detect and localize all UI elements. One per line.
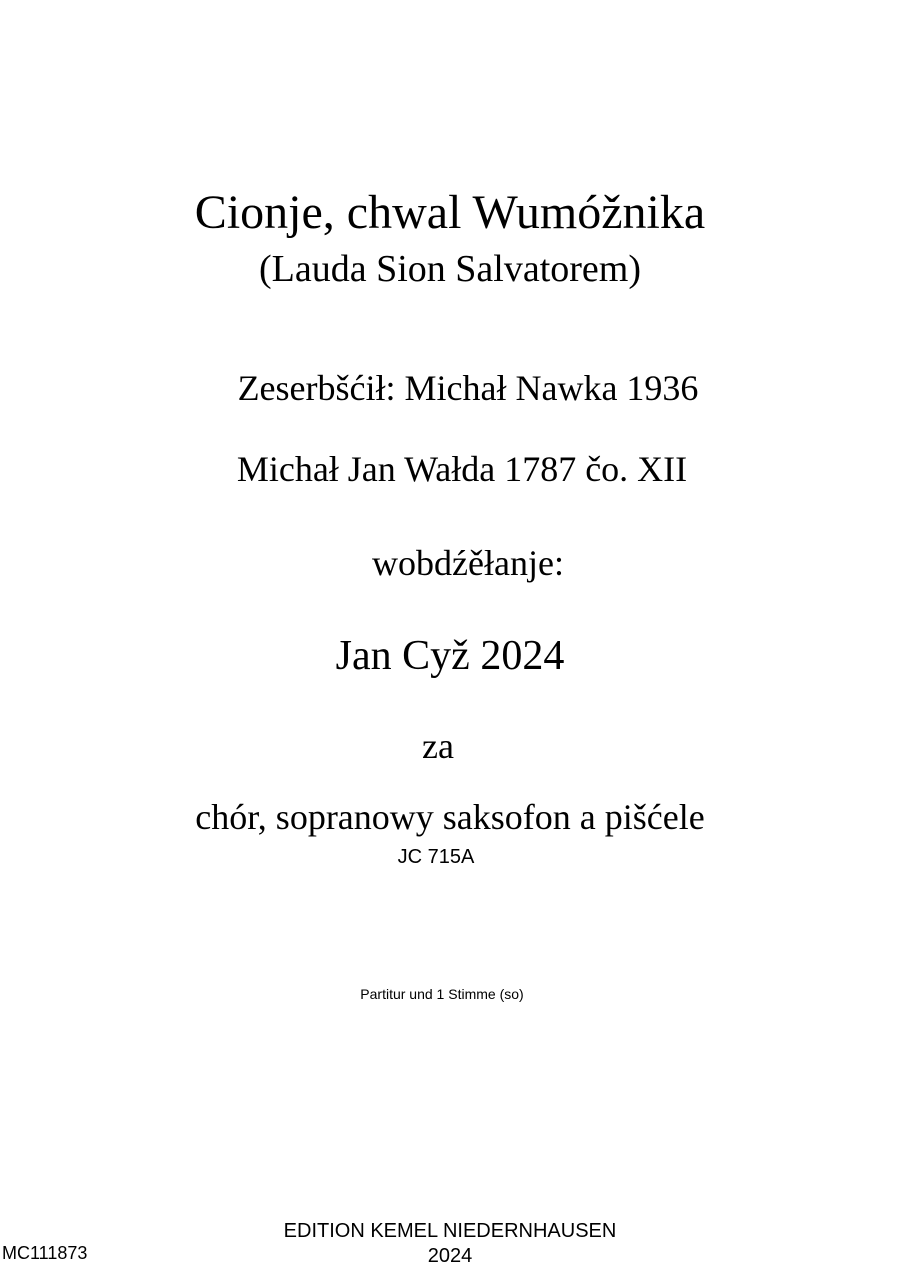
parts-note: Partitur und 1 Stimme (so) xyxy=(360,986,524,1002)
arrangement-label: wobdźěłanje: xyxy=(372,543,564,583)
catalog-number: JC 715A xyxy=(397,846,475,868)
page-title: Cionje, chwal Wumóžnika xyxy=(194,186,706,239)
arranger-line: Jan Cyž 2024 xyxy=(335,633,565,679)
publication-year: 2024 xyxy=(427,1245,473,1267)
author-line: Michał Jan Wałda 1787 čo. XII xyxy=(236,449,688,489)
publisher-name: EDITION KEMEL NIEDERNHAUSEN xyxy=(283,1220,617,1242)
page-subtitle: (Lauda Sion Salvatorem) xyxy=(258,248,641,290)
edition-code: MC111873 xyxy=(2,1243,88,1263)
for-word: za xyxy=(422,726,454,766)
instrumentation-line: chór, sopranowy saksofon a pišćele xyxy=(195,797,705,837)
translator-line: Zeserbšćił: Michał Nawka 1936 xyxy=(237,368,699,408)
